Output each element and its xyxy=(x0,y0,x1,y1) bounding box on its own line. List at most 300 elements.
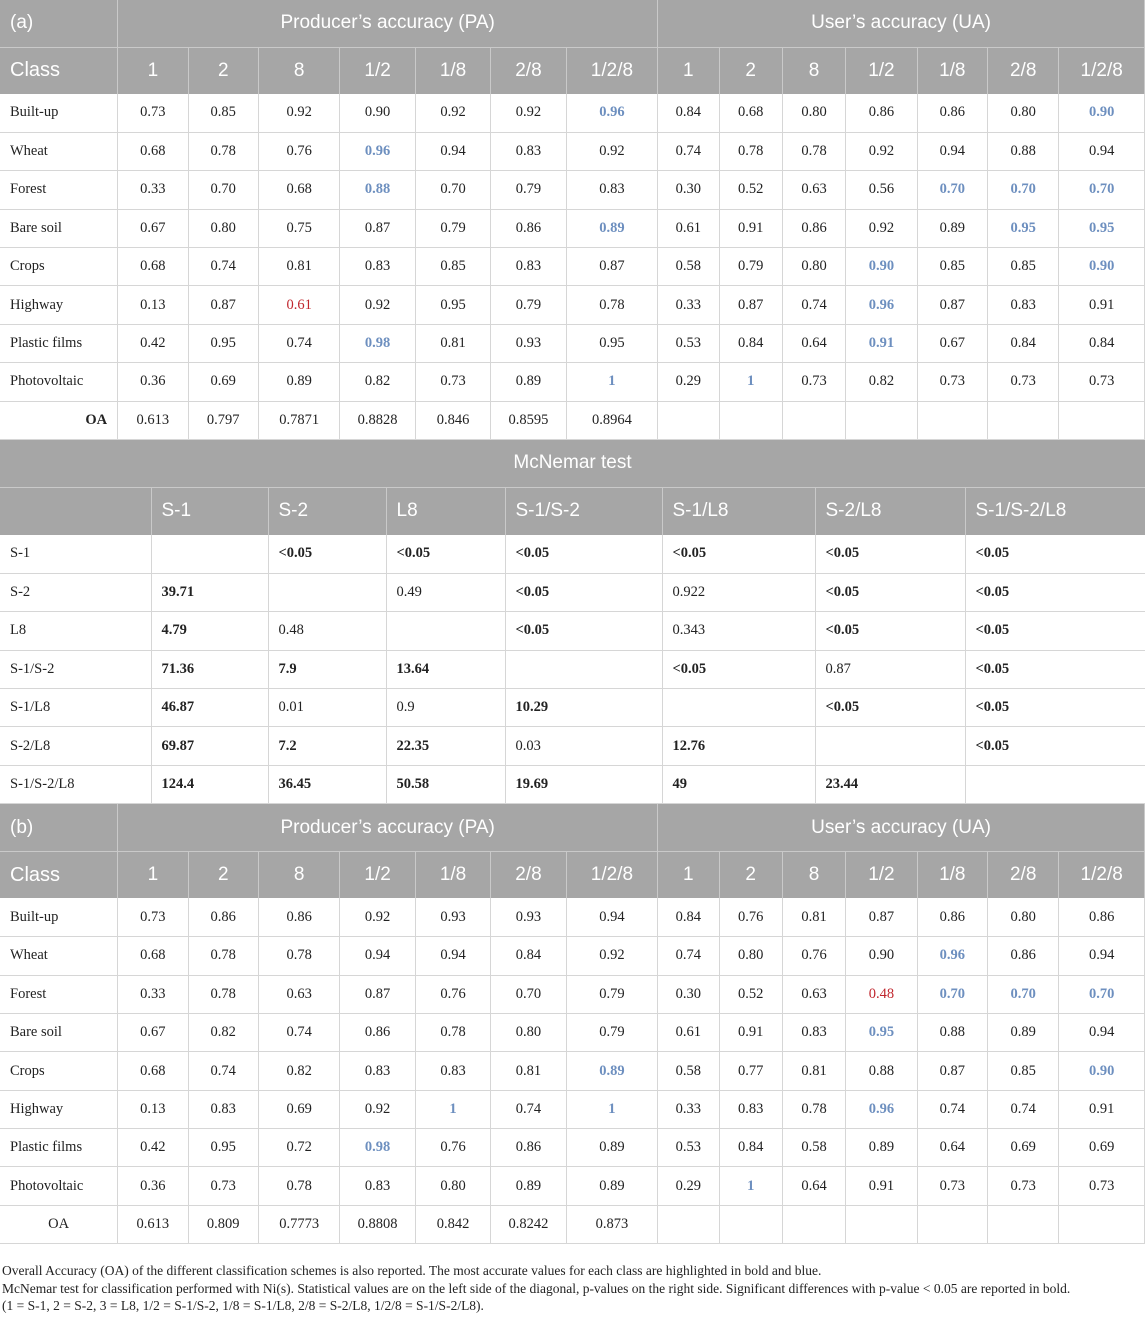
pa-cell: 0.79 xyxy=(415,209,490,247)
ua-cell: 0.80 xyxy=(987,898,1058,936)
pa-cell: 0.93 xyxy=(491,898,566,936)
mcnemar-row xyxy=(0,650,1145,688)
row-label: Built-up xyxy=(0,94,118,132)
row-label: Plastic films xyxy=(0,324,118,362)
pa-cell: 0.92 xyxy=(566,937,658,975)
row-label: Highway xyxy=(0,1090,118,1128)
table-row xyxy=(0,248,1145,286)
mcnemar-cell: <0.05 xyxy=(505,573,662,611)
ua-cell: 0.88 xyxy=(987,132,1058,170)
table-a-column-header xyxy=(0,47,1145,94)
oa-cell: 0.7773 xyxy=(258,1205,339,1243)
pa-cell: 0.42 xyxy=(118,1129,188,1167)
table-b-group-header xyxy=(0,804,1145,851)
ua-cell: 0.83 xyxy=(782,1013,845,1051)
mcnemar-cell: 0.01 xyxy=(268,689,386,727)
ua-cell: 0.80 xyxy=(719,937,782,975)
empty-cell xyxy=(917,401,987,439)
ua-cell: 0.86 xyxy=(917,94,987,132)
col-header: 1 xyxy=(118,851,188,898)
pa-cell: 0.85 xyxy=(188,94,258,132)
ua-cell: 0.70 xyxy=(1059,975,1145,1013)
pa-cell: 0.94 xyxy=(415,937,490,975)
mcnemar-cell: 71.36 xyxy=(151,650,268,688)
mcnemar-title: McNemar test xyxy=(0,440,1145,487)
col-header: 2 xyxy=(188,851,258,898)
pa-cell: 0.81 xyxy=(258,248,339,286)
mcnemar-cell: <0.05 xyxy=(268,535,386,573)
ua-cell: 0.67 xyxy=(917,324,987,362)
ua-cell: 0.84 xyxy=(719,1129,782,1167)
col-header: 1/8 xyxy=(917,47,987,94)
ua-cell: 0.61 xyxy=(658,1013,719,1051)
ua-cell: 0.94 xyxy=(1059,132,1145,170)
empty-cell xyxy=(987,401,1058,439)
pa-cell: 0.86 xyxy=(340,1013,415,1051)
pa-cell: 0.95 xyxy=(415,286,490,324)
ua-cell: 0.52 xyxy=(719,975,782,1013)
pa-cell: 0.80 xyxy=(415,1167,490,1205)
pa-cell: 0.89 xyxy=(566,1129,658,1167)
ua-cell: 0.70 xyxy=(987,171,1058,209)
pa-cell: 0.92 xyxy=(491,94,566,132)
pa-cell: 0.74 xyxy=(258,1013,339,1051)
mcnemar-cell: <0.05 xyxy=(815,573,965,611)
class-header: Class xyxy=(0,47,118,94)
ua-cell: 0.85 xyxy=(987,1052,1058,1090)
empty-cell xyxy=(846,401,917,439)
pa-cell: 0.92 xyxy=(340,898,415,936)
pa-cell: 0.94 xyxy=(415,132,490,170)
pa-cell: 0.98 xyxy=(340,324,415,362)
pa-cell: 0.78 xyxy=(188,937,258,975)
oa-cell: 0.8828 xyxy=(340,401,415,439)
pa-cell: 0.95 xyxy=(188,1129,258,1167)
oa-cell: 0.846 xyxy=(415,401,490,439)
pa-cell: 0.81 xyxy=(491,1052,566,1090)
ua-cell: 0.74 xyxy=(917,1090,987,1128)
ua-cell: 0.88 xyxy=(917,1013,987,1051)
ua-cell: 0.82 xyxy=(846,363,917,401)
ua-cell: 0.52 xyxy=(719,171,782,209)
ua-cell: 0.80 xyxy=(987,94,1058,132)
pa-cell: 0.72 xyxy=(258,1129,339,1167)
col-header: 2/8 xyxy=(491,47,566,94)
col-header: 1/2 xyxy=(846,851,917,898)
pa-cell: 0.78 xyxy=(258,937,339,975)
ua-cell: 0.74 xyxy=(658,937,719,975)
oa-cell: 0.809 xyxy=(188,1205,258,1243)
ua-cell: 0.79 xyxy=(719,248,782,286)
pa-cell: 0.83 xyxy=(188,1090,258,1128)
row-label: Wheat xyxy=(0,937,118,975)
mcnemar-cell: <0.05 xyxy=(965,689,1145,727)
mcnemar-row xyxy=(0,612,1145,650)
table-b-tag: (b) xyxy=(0,804,118,851)
ua-cell: 0.89 xyxy=(987,1013,1058,1051)
pa-cell: 0.79 xyxy=(491,171,566,209)
ua-cell: 0.69 xyxy=(1059,1129,1145,1167)
pa-cell: 0.83 xyxy=(566,171,658,209)
pa-cell: 0.89 xyxy=(566,1167,658,1205)
ua-cell: 0.33 xyxy=(658,286,719,324)
ua-cell: 0.64 xyxy=(782,324,845,362)
mcnemar-cell: <0.05 xyxy=(815,689,965,727)
pa-cell: 0.69 xyxy=(188,363,258,401)
ua-cell: 0.69 xyxy=(987,1129,1058,1167)
ua-cell: 0.74 xyxy=(782,286,845,324)
pa-cell: 0.87 xyxy=(340,209,415,247)
mcnemar-cell: 0.03 xyxy=(505,727,662,765)
pa-cell: 0.87 xyxy=(188,286,258,324)
row-label: Highway xyxy=(0,286,118,324)
pa-cell: 0.79 xyxy=(491,286,566,324)
ua-cell: 0.92 xyxy=(846,209,917,247)
pa-cell: 0.92 xyxy=(340,286,415,324)
ua-cell: 0.96 xyxy=(846,286,917,324)
pa-cell: 0.89 xyxy=(566,209,658,247)
ua-cell: 0.63 xyxy=(782,975,845,1013)
table-row xyxy=(0,1090,1145,1128)
ua-cell: 0.84 xyxy=(719,324,782,362)
col-header: 1/8 xyxy=(415,47,490,94)
pa-cell: 0.80 xyxy=(188,209,258,247)
ua-cell: 0.91 xyxy=(1059,1090,1145,1128)
ua-header: User’s accuracy (UA) xyxy=(658,0,1145,47)
pa-cell: 0.74 xyxy=(188,1052,258,1090)
mcnemar-col-header: L8 xyxy=(386,487,505,535)
row-label: Bare soil xyxy=(0,209,118,247)
mcnemar-row xyxy=(0,573,1145,611)
pa-cell: 0.78 xyxy=(188,975,258,1013)
ua-cell: 0.84 xyxy=(658,94,719,132)
pa-cell: 0.79 xyxy=(566,1013,658,1051)
ua-cell: 0.87 xyxy=(846,898,917,936)
mcnemar-col-header: S-1/L8 xyxy=(662,487,815,535)
pa-cell: 0.76 xyxy=(258,132,339,170)
mcnemar-cell: <0.05 xyxy=(505,612,662,650)
mcnemar-cell: 0.9 xyxy=(386,689,505,727)
table-row xyxy=(0,1167,1145,1205)
ua-cell: 0.94 xyxy=(1059,937,1145,975)
col-header: 2 xyxy=(719,851,782,898)
pa-cell: 0.61 xyxy=(258,286,339,324)
table-row xyxy=(0,1013,1145,1051)
ua-cell: 0.89 xyxy=(846,1129,917,1167)
ua-cell: 0.64 xyxy=(782,1167,845,1205)
oa-cell: 0.8808 xyxy=(340,1205,415,1243)
empty-cell xyxy=(719,1205,782,1243)
pa-cell: 0.67 xyxy=(118,209,188,247)
ua-cell: 0.91 xyxy=(846,324,917,362)
ua-cell: 0.70 xyxy=(1059,171,1145,209)
pa-cell: 0.92 xyxy=(340,1090,415,1128)
pa-cell: 0.42 xyxy=(118,324,188,362)
ua-cell: 0.29 xyxy=(658,363,719,401)
pa-cell: 0.63 xyxy=(258,975,339,1013)
pa-header: Producer’s accuracy (PA) xyxy=(118,804,658,851)
table-row xyxy=(0,363,1145,401)
ua-cell: 0.53 xyxy=(658,1129,719,1167)
mcnemar-cell: 0.87 xyxy=(815,650,965,688)
pa-cell: 0.92 xyxy=(415,94,490,132)
pa-cell: 0.13 xyxy=(118,286,188,324)
pa-cell: 0.75 xyxy=(258,209,339,247)
pa-cell: 0.68 xyxy=(118,937,188,975)
pa-cell: 0.76 xyxy=(415,975,490,1013)
pa-cell: 0.82 xyxy=(340,363,415,401)
ua-cell: 0.70 xyxy=(917,171,987,209)
pa-cell: 0.81 xyxy=(415,324,490,362)
ua-cell: 0.85 xyxy=(917,248,987,286)
mcnemar-cell: 19.69 xyxy=(505,765,662,803)
pa-cell: 0.73 xyxy=(188,1167,258,1205)
pa-cell: 0.90 xyxy=(340,94,415,132)
accuracy-table-a xyxy=(0,0,1145,440)
ua-header: User’s accuracy (UA) xyxy=(658,804,1145,851)
ua-cell: 0.33 xyxy=(658,1090,719,1128)
pa-cell: 0.70 xyxy=(415,171,490,209)
mcnemar-cell xyxy=(386,612,505,650)
mcnemar-row-label: S-2 xyxy=(0,573,151,611)
row-label: Built-up xyxy=(0,898,118,936)
ua-cell: 0.96 xyxy=(917,937,987,975)
pa-cell: 0.73 xyxy=(415,363,490,401)
pa-cell: 0.73 xyxy=(118,94,188,132)
ua-cell: 0.87 xyxy=(917,286,987,324)
mcnemar-row-label: S-1 xyxy=(0,535,151,573)
ua-cell: 0.70 xyxy=(917,975,987,1013)
pa-cell: 0.68 xyxy=(118,1052,188,1090)
mcnemar-title-row xyxy=(0,440,1145,487)
pa-cell: 0.86 xyxy=(188,898,258,936)
ua-cell: 0.95 xyxy=(1059,209,1145,247)
mcnemar-cell: 10.29 xyxy=(505,689,662,727)
mcnemar-cell: 50.58 xyxy=(386,765,505,803)
pa-cell: 0.98 xyxy=(340,1129,415,1167)
mcnemar-cell: 69.87 xyxy=(151,727,268,765)
ua-cell: 0.88 xyxy=(846,1052,917,1090)
oa-cell: 0.8242 xyxy=(491,1205,566,1243)
empty-cell xyxy=(917,1205,987,1243)
ua-cell: 0.85 xyxy=(987,248,1058,286)
pa-cell: 0.94 xyxy=(340,937,415,975)
pa-cell: 0.36 xyxy=(118,1167,188,1205)
col-header: 8 xyxy=(258,47,339,94)
empty-cell xyxy=(1059,401,1145,439)
ua-cell: 0.90 xyxy=(1059,1052,1145,1090)
col-header: 1 xyxy=(118,47,188,94)
table-row xyxy=(0,132,1145,170)
ua-cell: 0.89 xyxy=(917,209,987,247)
pa-cell: 0.76 xyxy=(415,1129,490,1167)
pa-cell: 0.94 xyxy=(566,898,658,936)
mcnemar-cell: <0.05 xyxy=(965,535,1145,573)
col-header: 2 xyxy=(719,47,782,94)
ua-cell: 0.73 xyxy=(917,363,987,401)
mcnemar-cell: 12.76 xyxy=(662,727,815,765)
empty-cell xyxy=(846,1205,917,1243)
ua-cell: 0.91 xyxy=(1059,286,1145,324)
mcnemar-cell: 124.4 xyxy=(151,765,268,803)
ua-cell: 0.87 xyxy=(719,286,782,324)
oa-cell: 0.613 xyxy=(118,401,188,439)
pa-cell: 0.95 xyxy=(566,324,658,362)
pa-cell: 0.70 xyxy=(188,171,258,209)
pa-cell: 1 xyxy=(415,1090,490,1128)
table-row xyxy=(0,171,1145,209)
ua-cell: 0.80 xyxy=(782,248,845,286)
col-header: 1/2/8 xyxy=(1059,851,1145,898)
table-row xyxy=(0,94,1145,132)
ua-cell: 0.76 xyxy=(782,937,845,975)
table-row xyxy=(0,209,1145,247)
oa-cell: 0.8595 xyxy=(491,401,566,439)
col-header: 2/8 xyxy=(987,47,1058,94)
pa-cell: 0.83 xyxy=(340,1052,415,1090)
ua-cell: 0.29 xyxy=(658,1167,719,1205)
ua-cell: 0.74 xyxy=(658,132,719,170)
empty-cell xyxy=(782,1205,845,1243)
ua-cell: 0.95 xyxy=(846,1013,917,1051)
ua-cell: 0.94 xyxy=(1059,1013,1145,1051)
ua-cell: 0.84 xyxy=(658,898,719,936)
pa-cell: 0.93 xyxy=(491,324,566,362)
col-header: 1/2/8 xyxy=(566,47,658,94)
ua-cell: 0.30 xyxy=(658,975,719,1013)
pa-cell: 0.96 xyxy=(340,132,415,170)
ua-cell: 0.74 xyxy=(987,1090,1058,1128)
col-header: 2/8 xyxy=(987,851,1058,898)
pa-cell: 1 xyxy=(566,363,658,401)
pa-cell: 0.68 xyxy=(258,171,339,209)
mcnemar-cell: <0.05 xyxy=(815,612,965,650)
table-footnotes xyxy=(2,1262,1142,1315)
ua-cell: 0.81 xyxy=(782,1052,845,1090)
mcnemar-row-label: S-1/S-2/L8 xyxy=(0,765,151,803)
ua-cell: 0.92 xyxy=(846,132,917,170)
oa-cell: 0.7871 xyxy=(258,401,339,439)
mcnemar-row xyxy=(0,689,1145,727)
mcnemar-cell: 0.922 xyxy=(662,573,815,611)
ua-cell: 0.96 xyxy=(846,1090,917,1128)
pa-cell: 0.68 xyxy=(118,248,188,286)
ua-cell: 0.86 xyxy=(987,937,1058,975)
col-header: 1/2 xyxy=(340,851,415,898)
pa-cell: 0.74 xyxy=(258,324,339,362)
ua-cell: 0.73 xyxy=(1059,363,1145,401)
table-row xyxy=(0,898,1145,936)
pa-cell: 0.89 xyxy=(258,363,339,401)
mcnemar-cell: <0.05 xyxy=(386,535,505,573)
col-header: 8 xyxy=(782,47,845,94)
row-label: Photovoltaic xyxy=(0,1167,118,1205)
pa-cell: 0.80 xyxy=(491,1013,566,1051)
mcnemar-cell: 36.45 xyxy=(268,765,386,803)
mcnemar-cell: <0.05 xyxy=(965,727,1145,765)
ua-cell: 0.73 xyxy=(917,1167,987,1205)
pa-cell: 0.92 xyxy=(566,132,658,170)
oa-label: OA xyxy=(0,1205,118,1243)
pa-cell: 0.96 xyxy=(566,94,658,132)
mcnemar-cell: 0.48 xyxy=(268,612,386,650)
mcnemar-cell: 46.87 xyxy=(151,689,268,727)
ua-cell: 0.73 xyxy=(987,1167,1058,1205)
mcnemar-cell: 7.2 xyxy=(268,727,386,765)
pa-cell: 0.92 xyxy=(258,94,339,132)
table-row xyxy=(0,324,1145,362)
ua-cell: 0.61 xyxy=(658,209,719,247)
pa-cell: 0.82 xyxy=(258,1052,339,1090)
pa-cell: 0.89 xyxy=(491,363,566,401)
col-header: 1/2 xyxy=(340,47,415,94)
mcnemar-row-label: S-1/S-2 xyxy=(0,650,151,688)
pa-cell: 0.79 xyxy=(566,975,658,1013)
oa-cell: 0.8964 xyxy=(566,401,658,439)
ua-cell: 0.90 xyxy=(846,248,917,286)
empty-cell xyxy=(782,401,845,439)
row-label: Photovoltaic xyxy=(0,363,118,401)
ua-cell: 0.87 xyxy=(917,1052,987,1090)
mcnemar-table xyxy=(0,440,1145,804)
ua-cell: 0.58 xyxy=(782,1129,845,1167)
row-label: Forest xyxy=(0,975,118,1013)
col-header: 1/2 xyxy=(846,47,917,94)
pa-cell: 0.89 xyxy=(566,1052,658,1090)
empty-cell xyxy=(1059,1205,1145,1243)
ua-cell: 0.91 xyxy=(719,1013,782,1051)
mcnemar-row xyxy=(0,765,1145,803)
col-header: 1/8 xyxy=(415,851,490,898)
row-label: Crops xyxy=(0,248,118,286)
ua-cell: 0.78 xyxy=(782,132,845,170)
pa-cell: 0.70 xyxy=(491,975,566,1013)
pa-cell: 0.86 xyxy=(491,209,566,247)
mcnemar-col-header: S-1/S-2 xyxy=(505,487,662,535)
row-label: Plastic films xyxy=(0,1129,118,1167)
oa-cell: 0.842 xyxy=(415,1205,490,1243)
row-label: Bare soil xyxy=(0,1013,118,1051)
table-a-group-header xyxy=(0,0,1145,47)
row-label: Wheat xyxy=(0,132,118,170)
table-row xyxy=(0,975,1145,1013)
pa-cell: 0.84 xyxy=(491,937,566,975)
ua-cell: 0.83 xyxy=(719,1090,782,1128)
ua-cell: 0.81 xyxy=(782,898,845,936)
pa-cell: 1 xyxy=(566,1090,658,1128)
ua-cell: 0.86 xyxy=(846,94,917,132)
mcnemar-cell xyxy=(965,765,1145,803)
pa-cell: 0.88 xyxy=(340,171,415,209)
ua-cell: 1 xyxy=(719,363,782,401)
mcnemar-cell: <0.05 xyxy=(965,612,1145,650)
mcnemar-col-header: S-1/S-2/L8 xyxy=(965,487,1145,535)
pa-cell: 0.78 xyxy=(415,1013,490,1051)
col-header: 1 xyxy=(658,47,719,94)
accuracy-table-b xyxy=(0,804,1145,1244)
mcnemar-cell: <0.05 xyxy=(965,573,1145,611)
ua-cell: 0.91 xyxy=(719,209,782,247)
pa-cell: 0.68 xyxy=(118,132,188,170)
ua-cell: 0.58 xyxy=(658,1052,719,1090)
ua-cell: 0.90 xyxy=(1059,94,1145,132)
col-header: 1/8 xyxy=(917,851,987,898)
mcnemar-row-label: S-1/L8 xyxy=(0,689,151,727)
footnote: (1 = S-1, 2 = S-2, 3 = L8, 1/2 = S-1/S-2, 1/8 = S-1/L8, 2/8 = S-2/L8, 1/2/8 = S-1/S-2/L8). xyxy=(2,1298,484,1313)
mcnemar-cell xyxy=(662,689,815,727)
ua-cell: 0.90 xyxy=(1059,248,1145,286)
mcnemar-cell: <0.05 xyxy=(505,535,662,573)
